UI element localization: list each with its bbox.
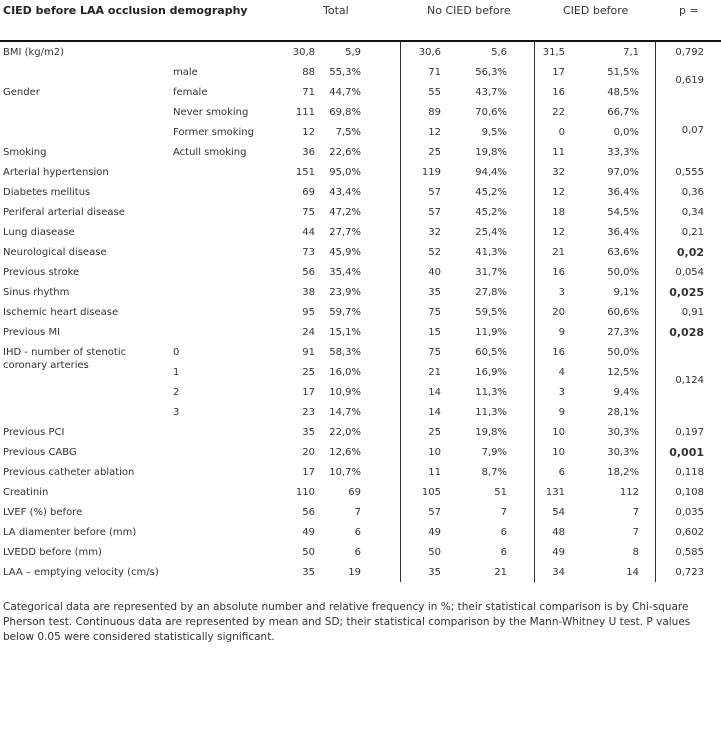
cell-cied-n: 16 xyxy=(552,87,565,98)
cell-cied-n: 18 xyxy=(552,207,565,218)
p-value-ihd-stenotic: 0,124 xyxy=(675,375,704,386)
cell-cied-pct: 7 xyxy=(632,527,639,538)
cell-no-cied-n: 75 xyxy=(428,347,441,358)
cell-p-value: 0,02 xyxy=(676,246,704,259)
cell-total-n: 17 xyxy=(302,387,315,398)
cell-total-pct: 15,1% xyxy=(329,327,361,338)
cell-no-cied-n: 35 xyxy=(428,287,441,298)
cell-cied-pct: 7 xyxy=(632,507,639,518)
cell-cied-pct: 36,4% xyxy=(607,187,639,198)
table-row xyxy=(0,183,721,203)
table-row xyxy=(0,223,721,243)
cell-cied-pct: 30,3% xyxy=(607,427,639,438)
table-footnote: Categorical data are represented by an absolute number and relative frequency in %; their statistical comparison is by Chi-square Pherson test. Continuous data are represented by mean and SD; their statistical comparison by the Mann-Whitney U test. P values below 0.05 were considered statistically significant. xyxy=(3,601,691,643)
cell-cied-n: 54 xyxy=(552,507,565,518)
cell-total-pct: 27,7% xyxy=(329,227,361,238)
cell-no-cied-pct: 7 xyxy=(500,507,507,518)
cell-total-pct: 10,9% xyxy=(329,387,361,398)
cell-total-pct: 58,3% xyxy=(329,347,361,358)
cell-total-n: 56 xyxy=(302,267,315,278)
cell-total-n: 12 xyxy=(302,127,315,138)
row-label: Diabetes mellitus xyxy=(3,187,91,198)
cell-no-cied-pct: 16,9% xyxy=(475,367,507,378)
cell-cied-pct: 36,4% xyxy=(607,227,639,238)
cell-cied-pct: 14 xyxy=(626,567,639,578)
cell-no-cied-n: 15 xyxy=(428,327,441,338)
cell-total-n: 88 xyxy=(302,67,315,78)
cell-no-cied-n: 75 xyxy=(428,307,441,318)
cell-cied-n: 34 xyxy=(552,567,565,578)
cell-total-n: 111 xyxy=(295,107,315,118)
cell-total-pct: 23,9% xyxy=(329,287,361,298)
cell-no-cied-pct: 7,9% xyxy=(481,447,507,458)
cell-total-pct: 69 xyxy=(348,487,361,498)
table-title: CIED before LAA occlusion demography xyxy=(3,4,248,17)
cell-no-cied-n: 21 xyxy=(428,367,441,378)
table-row xyxy=(0,283,721,303)
cell-no-cied-pct: 56,3% xyxy=(475,67,507,78)
table-row xyxy=(0,383,721,403)
cell-no-cied-pct: 11,9% xyxy=(475,327,507,338)
cell-cied-n: 11 xyxy=(552,147,565,158)
cell-total-pct: 55,3% xyxy=(329,67,361,78)
cell-total-pct: 16,0% xyxy=(329,367,361,378)
cell-cied-n: 49 xyxy=(552,547,565,558)
cell-no-cied-n: 14 xyxy=(428,407,441,418)
cell-no-cied-pct: 11,3% xyxy=(475,407,507,418)
table-row xyxy=(0,503,721,523)
cell-total-pct: 59,7% xyxy=(329,307,361,318)
row-label: Periferal arterial disease xyxy=(3,207,125,218)
cell-total-n: 50 xyxy=(302,547,315,558)
table-row xyxy=(0,63,721,83)
cell-p-value: 0,21 xyxy=(681,227,704,238)
cell-p-value: 0,028 xyxy=(669,326,704,339)
cell-total-n: 30,8 xyxy=(292,47,315,58)
table-row xyxy=(0,343,721,371)
cell-total-n: 38 xyxy=(302,287,315,298)
cell-p-value: 0,001 xyxy=(669,446,704,459)
row-label: LVEDD before (mm) xyxy=(3,547,102,558)
cell-total-n: 56 xyxy=(302,507,315,518)
table-row xyxy=(0,143,721,163)
cell-total-pct: 12,6% xyxy=(329,447,361,458)
cell-p-value: 0,36 xyxy=(681,187,704,198)
row-sublabel: male xyxy=(173,67,198,78)
cell-no-cied-n: 30,6 xyxy=(418,47,441,58)
cell-cied-pct: 54,5% xyxy=(607,207,639,218)
cell-no-cied-pct: 41,3% xyxy=(475,247,507,258)
cell-total-n: 25 xyxy=(302,367,315,378)
cell-no-cied-n: 25 xyxy=(428,147,441,158)
cell-no-cied-pct: 11,3% xyxy=(475,387,507,398)
cell-no-cied-n: 32 xyxy=(428,227,441,238)
cell-cied-pct: 112 xyxy=(619,487,639,498)
row-sublabel: female xyxy=(173,87,208,98)
cell-no-cied-pct: 9,5% xyxy=(481,127,507,138)
table-row xyxy=(0,423,721,443)
cell-no-cied-pct: 21 xyxy=(494,567,507,578)
table-row xyxy=(0,443,721,463)
cell-cied-pct: 12,5% xyxy=(607,367,639,378)
row-label: Previous catheter ablation xyxy=(3,467,135,478)
cell-cied-n: 3 xyxy=(558,387,565,398)
table-row xyxy=(0,163,721,183)
cell-total-n: 71 xyxy=(302,87,315,98)
cell-total-n: 35 xyxy=(302,567,315,578)
cell-cied-n: 20 xyxy=(552,307,565,318)
cell-no-cied-pct: 45,2% xyxy=(475,187,507,198)
cell-cied-n: 0 xyxy=(558,127,565,138)
row-label: BMI (kg/m2) xyxy=(3,47,65,58)
cell-cied-pct: 8 xyxy=(632,547,639,558)
table-row xyxy=(0,83,721,103)
cell-cied-n: 9 xyxy=(558,327,565,338)
cell-p-value: 0,792 xyxy=(675,47,704,58)
table-row xyxy=(0,483,721,503)
table-row xyxy=(0,363,721,383)
cell-no-cied-pct: 43,7% xyxy=(475,87,507,98)
cell-no-cied-n: 14 xyxy=(428,387,441,398)
cell-no-cied-n: 25 xyxy=(428,427,441,438)
row-label: Previous MI xyxy=(3,327,61,338)
cell-cied-n: 22 xyxy=(552,107,565,118)
cell-total-n: 91 xyxy=(302,347,315,358)
cell-cied-pct: 30,3% xyxy=(607,447,639,458)
row-label: Smoking xyxy=(3,147,47,158)
p-value-gender: 0,619 xyxy=(675,75,704,86)
row-label: Previous CABG xyxy=(3,447,77,458)
cell-cied-n: 31,5 xyxy=(542,47,565,58)
cell-no-cied-pct: 6 xyxy=(500,527,507,538)
cell-total-pct: 69,8% xyxy=(329,107,361,118)
row-label: Arterial hypertension xyxy=(3,167,109,178)
cell-total-pct: 7,5% xyxy=(335,127,361,138)
cell-cied-pct: 27,3% xyxy=(607,327,639,338)
cell-cied-pct: 9,1% xyxy=(613,287,639,298)
cell-total-n: 44 xyxy=(302,227,315,238)
cell-no-cied-n: 12 xyxy=(428,127,441,138)
table-row xyxy=(0,543,721,563)
table-row xyxy=(0,523,721,543)
cell-cied-pct: 63,6% xyxy=(607,247,639,258)
cell-cied-pct: 66,7% xyxy=(607,107,639,118)
cell-cied-n: 48 xyxy=(552,527,565,538)
cell-total-n: 20 xyxy=(302,447,315,458)
cell-no-cied-n: 57 xyxy=(428,507,441,518)
cell-total-n: 23 xyxy=(302,407,315,418)
column-header-total: Total xyxy=(323,4,349,17)
row-label: IHD - number of stenotic coronary arteries xyxy=(3,347,127,371)
row-sublabel: 1 xyxy=(173,367,180,378)
cell-total-pct: 19 xyxy=(348,567,361,578)
cell-cied-n: 3 xyxy=(558,287,565,298)
cell-p-value: 0,025 xyxy=(669,286,704,299)
cell-no-cied-n: 35 xyxy=(428,567,441,578)
cell-cied-n: 9 xyxy=(558,407,565,418)
cell-total-pct: 22,6% xyxy=(329,147,361,158)
cell-cied-pct: 60,6% xyxy=(607,307,639,318)
cell-no-cied-n: 89 xyxy=(428,107,441,118)
cell-cied-pct: 51,5% xyxy=(607,67,639,78)
cell-cied-pct: 50,0% xyxy=(607,267,639,278)
cell-cied-pct: 28,1% xyxy=(607,407,639,418)
cell-no-cied-n: 11 xyxy=(428,467,441,478)
cell-no-cied-pct: 31,7% xyxy=(475,267,507,278)
cell-total-pct: 47,2% xyxy=(329,207,361,218)
table-row xyxy=(0,43,721,63)
cell-total-pct: 35,4% xyxy=(329,267,361,278)
row-label: Neurological disease xyxy=(3,247,107,258)
cell-p-value: 0,585 xyxy=(675,547,704,558)
cell-p-value: 0,34 xyxy=(681,207,704,218)
row-sublabel: 3 xyxy=(173,407,180,418)
row-label: Previous PCI xyxy=(3,427,65,438)
column-header-p: p = xyxy=(679,4,699,17)
cell-total-n: 75 xyxy=(302,207,315,218)
cell-total-pct: 22,0% xyxy=(329,427,361,438)
cell-total-n: 36 xyxy=(302,147,315,158)
cell-cied-n: 10 xyxy=(552,447,565,458)
cell-cied-n: 17 xyxy=(552,67,565,78)
cell-total-n: 73 xyxy=(302,247,315,258)
cell-no-cied-n: 40 xyxy=(428,267,441,278)
cell-no-cied-n: 10 xyxy=(428,447,441,458)
cell-p-value: 0,723 xyxy=(675,567,704,578)
row-label: Sinus rhythm xyxy=(3,287,70,298)
cell-p-value: 0,054 xyxy=(675,267,704,278)
cell-total-pct: 5,9 xyxy=(345,47,361,58)
cell-no-cied-n: 52 xyxy=(428,247,441,258)
cell-no-cied-pct: 25,4% xyxy=(475,227,507,238)
cell-cied-pct: 9,4% xyxy=(613,387,639,398)
cell-no-cied-pct: 60,5% xyxy=(475,347,507,358)
cell-no-cied-n: 55 xyxy=(428,87,441,98)
table-row xyxy=(0,323,721,343)
row-sublabel: Former smoking xyxy=(173,127,254,138)
cell-p-value: 0,035 xyxy=(675,507,704,518)
column-header-no-cied: No CIED before xyxy=(427,4,511,17)
cell-cied-pct: 33,3% xyxy=(607,147,639,158)
cell-total-n: 17 xyxy=(302,467,315,478)
row-label: Creatinin xyxy=(3,487,49,498)
cell-no-cied-n: 119 xyxy=(421,167,441,178)
cell-no-cied-pct: 19,8% xyxy=(475,147,507,158)
row-label: Gender xyxy=(3,87,40,98)
cell-cied-pct: 7,1 xyxy=(623,47,639,58)
cell-total-n: 69 xyxy=(302,187,315,198)
row-sublabel: 0 xyxy=(173,347,180,358)
row-sublabel: 2 xyxy=(173,387,180,398)
cell-total-pct: 43,4% xyxy=(329,187,361,198)
cell-total-pct: 14,7% xyxy=(329,407,361,418)
table-row xyxy=(0,263,721,283)
cell-cied-n: 4 xyxy=(558,367,565,378)
table-row xyxy=(0,463,721,483)
cell-no-cied-pct: 94,4% xyxy=(475,167,507,178)
cell-total-n: 95 xyxy=(302,307,315,318)
cell-total-pct: 45,9% xyxy=(329,247,361,258)
cell-total-pct: 7 xyxy=(354,507,361,518)
cell-no-cied-pct: 19,8% xyxy=(475,427,507,438)
cell-total-pct: 44,7% xyxy=(329,87,361,98)
cell-total-n: 110 xyxy=(295,487,315,498)
cell-cied-pct: 97,0% xyxy=(607,167,639,178)
cell-cied-n: 10 xyxy=(552,427,565,438)
table-row xyxy=(0,123,721,143)
cell-cied-pct: 0,0% xyxy=(613,127,639,138)
column-header-cied: CIED before xyxy=(563,4,629,17)
cell-p-value: 0,91 xyxy=(681,307,704,318)
row-label: Lung diasease xyxy=(3,227,75,238)
cell-cied-n: 21 xyxy=(552,247,565,258)
row-label: LVEF (%) before xyxy=(3,507,83,518)
row-label: Ischemic heart disease xyxy=(3,307,119,318)
table-row xyxy=(0,403,721,423)
cell-p-value: 0,118 xyxy=(675,467,704,478)
cell-total-pct: 95,0% xyxy=(329,167,361,178)
table-row xyxy=(0,243,721,263)
cell-cied-pct: 18,2% xyxy=(607,467,639,478)
cell-total-pct: 6 xyxy=(354,547,361,558)
cell-no-cied-pct: 59,5% xyxy=(475,307,507,318)
cell-cied-n: 12 xyxy=(552,187,565,198)
cell-no-cied-pct: 45,2% xyxy=(475,207,507,218)
cell-no-cied-n: 57 xyxy=(428,187,441,198)
cell-no-cied-pct: 51 xyxy=(494,487,507,498)
cell-cied-pct: 50,0% xyxy=(607,347,639,358)
cell-no-cied-n: 57 xyxy=(428,207,441,218)
cell-cied-n: 131 xyxy=(545,487,565,498)
cell-p-value: 0,108 xyxy=(675,487,704,498)
cell-no-cied-pct: 8,7% xyxy=(481,467,507,478)
cell-total-pct: 6 xyxy=(354,527,361,538)
cell-no-cied-pct: 5,6 xyxy=(491,47,507,58)
cell-no-cied-n: 50 xyxy=(428,547,441,558)
cell-no-cied-n: 105 xyxy=(421,487,441,498)
cell-cied-pct: 48,5% xyxy=(607,87,639,98)
table-row xyxy=(0,103,721,123)
cell-total-n: 49 xyxy=(302,527,315,538)
row-sublabel: Actull smoking xyxy=(173,147,247,158)
cell-total-n: 35 xyxy=(302,427,315,438)
cell-total-n: 24 xyxy=(302,327,315,338)
row-label: Previous stroke xyxy=(3,267,80,278)
p-value-smoking: 0,07 xyxy=(681,125,704,136)
cell-no-cied-pct: 6 xyxy=(500,547,507,558)
row-label: LA diamenter before (mm) xyxy=(3,527,137,538)
row-label: LAA – emptying velocity (cm/s) xyxy=(3,567,159,578)
table-header xyxy=(0,0,721,42)
cell-cied-n: 12 xyxy=(552,227,565,238)
cell-cied-n: 16 xyxy=(552,347,565,358)
cell-no-cied-pct: 70,6% xyxy=(475,107,507,118)
cell-total-pct: 10,7% xyxy=(329,467,361,478)
cell-cied-n: 16 xyxy=(552,267,565,278)
cell-cied-n: 32 xyxy=(552,167,565,178)
cell-total-n: 151 xyxy=(295,167,315,178)
row-sublabel: Never smoking xyxy=(173,107,249,118)
table-row xyxy=(0,563,721,583)
table-row xyxy=(0,203,721,223)
cell-p-value: 0,555 xyxy=(675,167,704,178)
cell-p-value: 0,602 xyxy=(675,527,704,538)
cell-cied-n: 6 xyxy=(558,467,565,478)
cell-no-cied-n: 49 xyxy=(428,527,441,538)
table-row xyxy=(0,303,721,323)
cell-no-cied-n: 71 xyxy=(428,67,441,78)
cell-no-cied-pct: 27,8% xyxy=(475,287,507,298)
cell-p-value: 0,197 xyxy=(675,427,704,438)
